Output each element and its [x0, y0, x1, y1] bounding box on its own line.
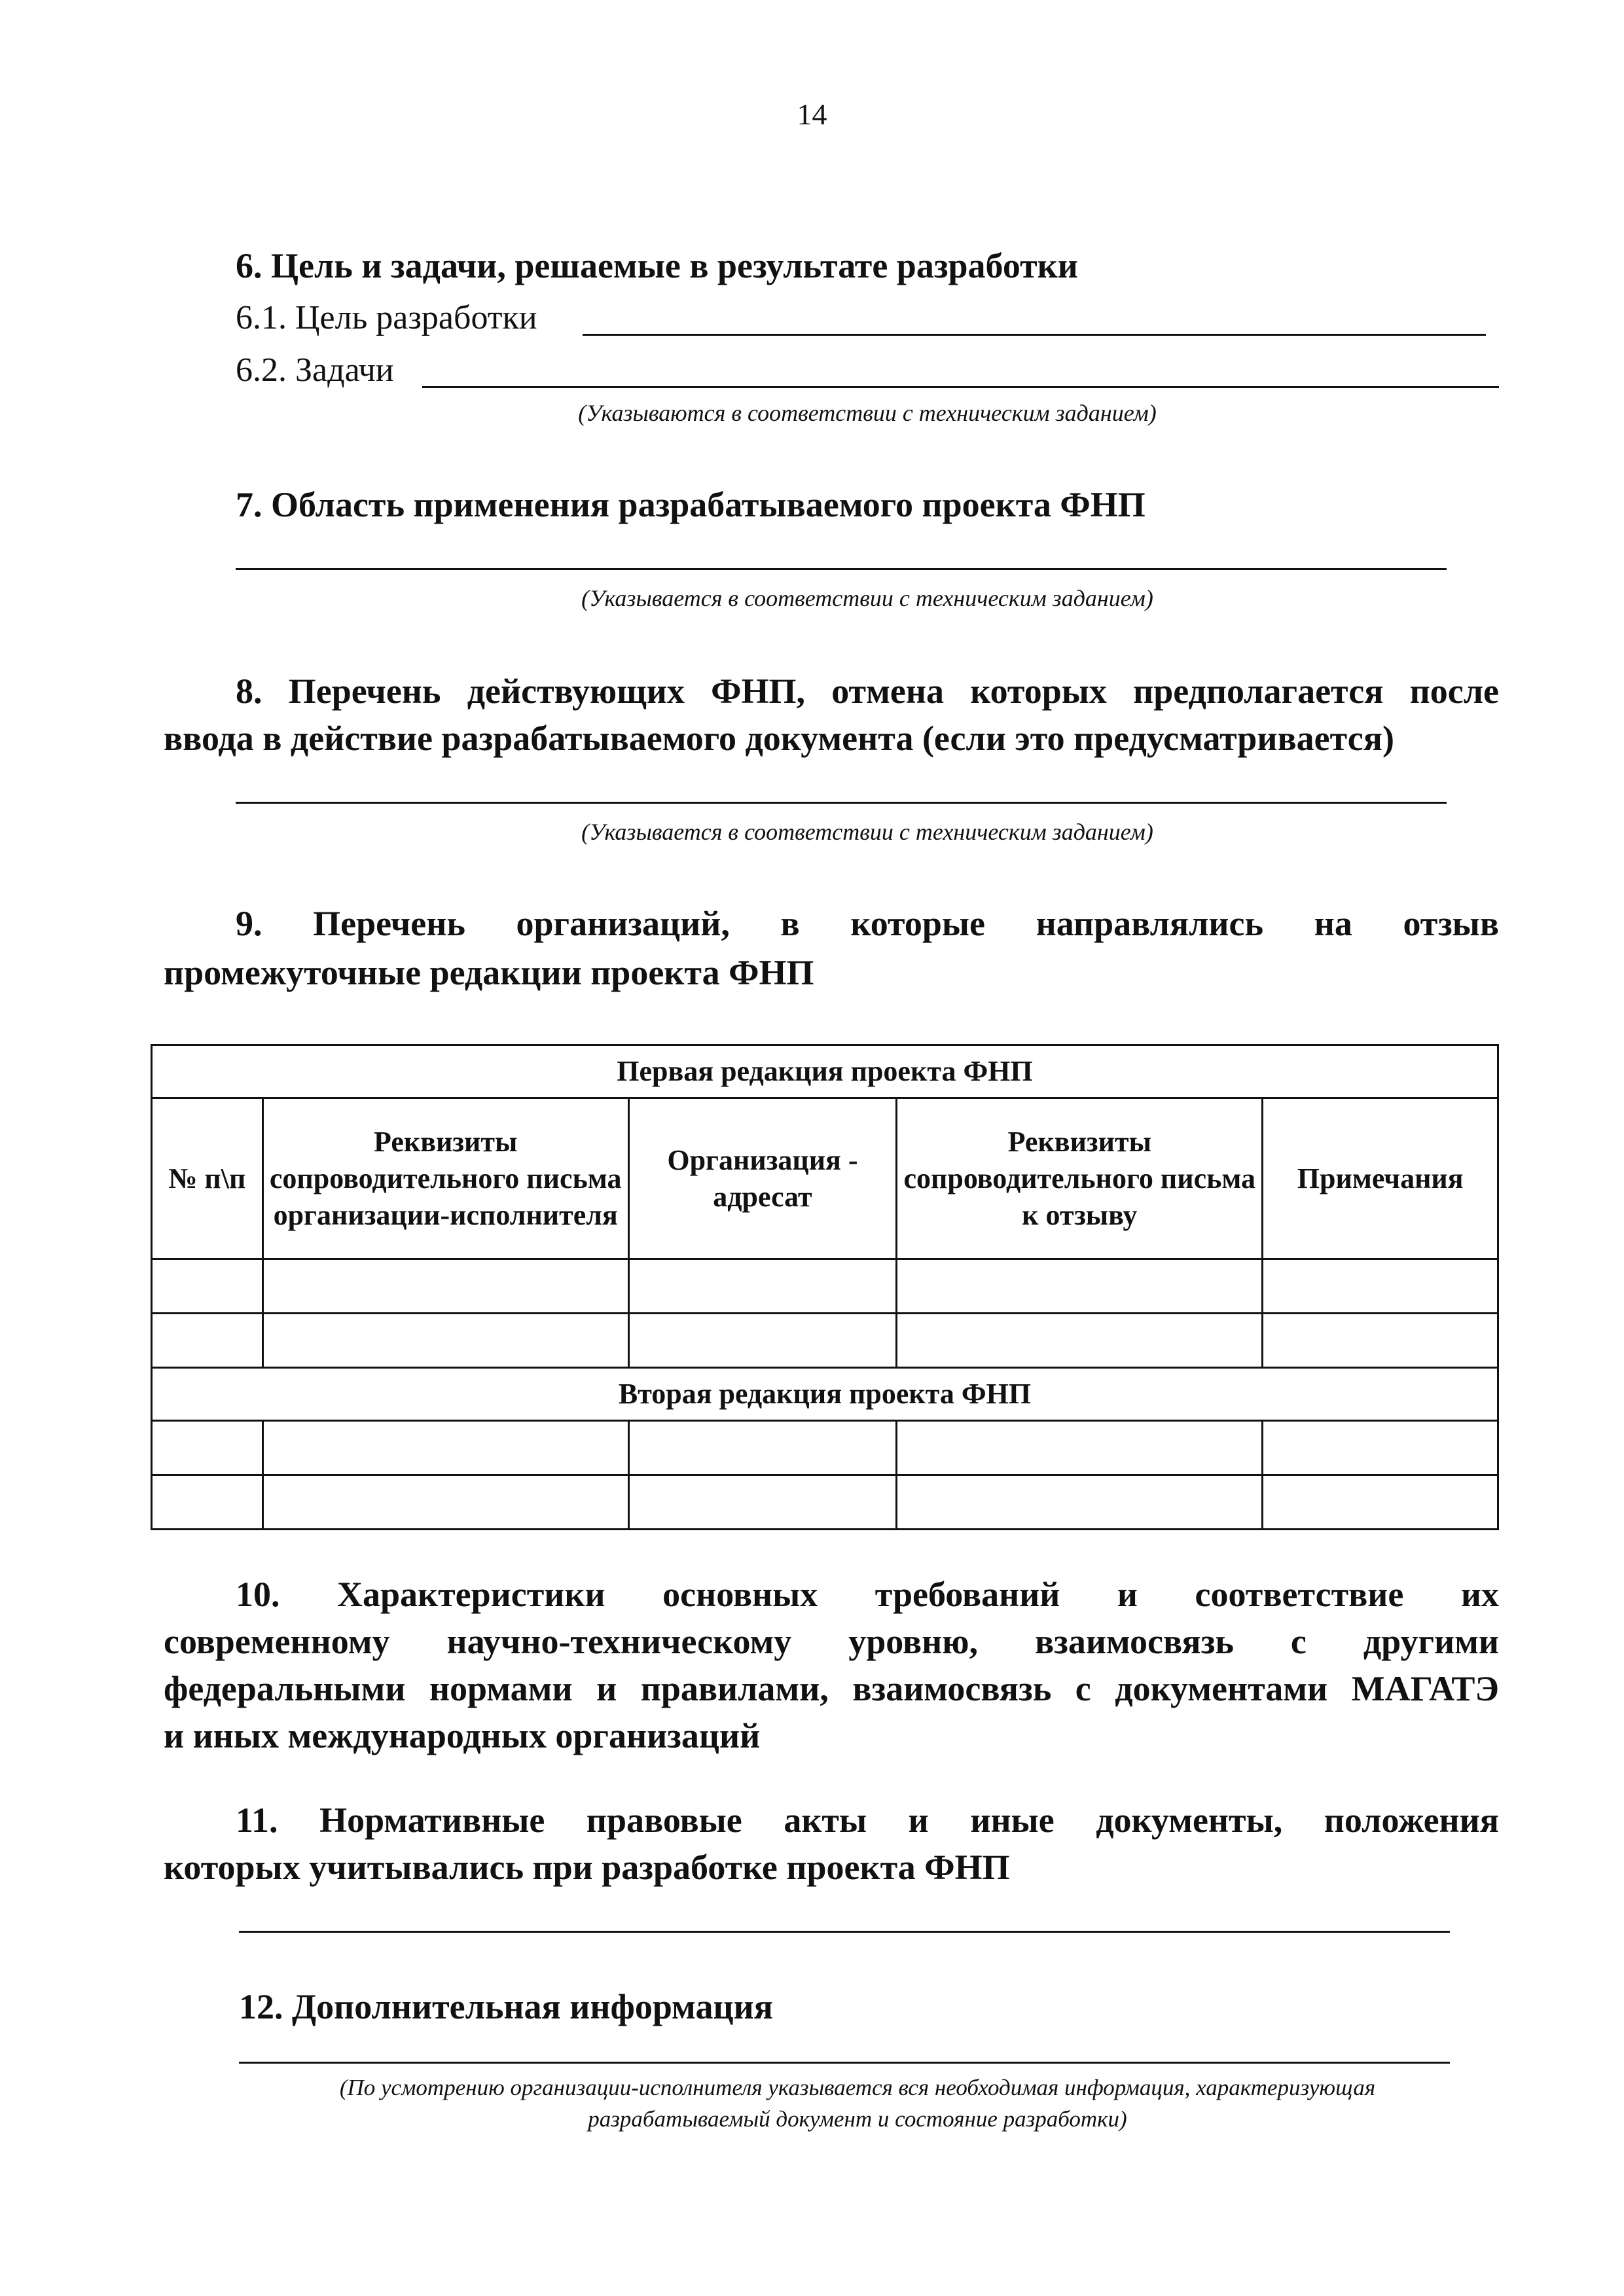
- goal-input-line[interactable]: [583, 334, 1486, 336]
- section-12-title: 12. Дополнительная информация: [239, 1987, 773, 2026]
- table-row: [152, 1314, 1498, 1368]
- col-review-header: Реквизиты сопроводительного письма к отзыву: [897, 1098, 1263, 1259]
- col-number-header: № п\п: [152, 1098, 263, 1259]
- section-12-hint-line-2: разрабатываемый документ и состояние разработки): [588, 2106, 1127, 2132]
- section-11-line-2: которых учитывались при разработке проекта ФНП: [164, 1848, 1010, 1887]
- first-edition-header: Первая редакция проекта ФНП: [152, 1045, 1498, 1098]
- page-number: 14: [797, 98, 827, 131]
- section-6-hint: (Указываются в соответствии с техническим заданием): [578, 400, 1157, 426]
- table-cell[interactable]: [1263, 1259, 1498, 1314]
- section-7-hint: (Указывается в соответствии с техническим заданием): [581, 585, 1153, 611]
- table-row: [152, 1259, 1498, 1314]
- editions-table: [151, 1044, 1499, 1530]
- table-cell[interactable]: [152, 1421, 263, 1475]
- table-cell[interactable]: [262, 1421, 628, 1475]
- goal-label: 6.1. Цель разработки: [236, 299, 537, 336]
- section-12-input-line[interactable]: [239, 2062, 1450, 2064]
- section-11-input-line[interactable]: [239, 1931, 1450, 1933]
- section-8-hint: (Указывается в соответствии с техническим заданием): [581, 819, 1153, 845]
- section-8-line-1: 8. Перечень действующих ФНП, отмена которых предполагается после: [236, 672, 1499, 711]
- section-12-hint-line-1: (По усмотрению организации-исполнителя указывается вся необходимая информация, характеризующая: [339, 2075, 1376, 2100]
- col-organization-header: Организация - адресат: [628, 1098, 896, 1259]
- section-10-line-3: федеральными нормами и правилами, взаимосвязь с документами МАГАТЭ: [164, 1669, 1499, 1708]
- table-cell[interactable]: [1263, 1475, 1498, 1530]
- table-cell[interactable]: [897, 1421, 1263, 1475]
- table-cell[interactable]: [628, 1475, 896, 1530]
- section-9-line-1: 9. Перечень организаций, в которые направлялись на отзыв: [236, 904, 1499, 943]
- col-sender-header: Реквизиты сопроводительного письма организации-исполнителя: [262, 1098, 628, 1259]
- section-7-title: 7. Область применения разрабатываемого проекта ФНП: [236, 485, 1146, 524]
- table-row: [152, 1421, 1498, 1475]
- table-cell[interactable]: [628, 1259, 896, 1314]
- table-cell[interactable]: [628, 1421, 896, 1475]
- table-cell[interactable]: [152, 1314, 263, 1368]
- table-cell[interactable]: [897, 1259, 1263, 1314]
- section-11-line-1: 11. Нормативные правовые акты и иные документы, положения: [236, 1801, 1499, 1840]
- table-cell[interactable]: [897, 1475, 1263, 1530]
- table-row: [152, 1475, 1498, 1530]
- table-cell[interactable]: [897, 1314, 1263, 1368]
- section-10-line-1: 10. Характеристики основных требований и соответствие их: [236, 1575, 1499, 1614]
- section-8-line-2: ввода в действие разрабатываемого документа (если это предусматривается): [164, 719, 1394, 758]
- table-cell[interactable]: [1263, 1314, 1498, 1368]
- col-notes-header: Примечания: [1263, 1098, 1498, 1259]
- section-10-line-2: современному научно-техническому уровню, взаимосвязь с другими: [164, 1622, 1499, 1661]
- table-cell[interactable]: [262, 1314, 628, 1368]
- section-10-line-4: и иных международных организаций: [164, 1716, 761, 1755]
- table-cell[interactable]: [262, 1475, 628, 1530]
- tasks-label: 6.2. Задачи: [236, 351, 394, 389]
- tasks-input-line[interactable]: [422, 386, 1499, 388]
- section-9-line-2: промежуточные редакции проекта ФНП: [164, 953, 814, 992]
- section-6-title: 6. Цель и задачи, решаемые в результате разработки: [236, 246, 1078, 285]
- table-cell[interactable]: [628, 1314, 896, 1368]
- second-edition-header: Вторая редакция проекта ФНП: [152, 1368, 1498, 1421]
- table-cell[interactable]: [152, 1259, 263, 1314]
- section-7-input-line[interactable]: [236, 568, 1447, 570]
- section-8-input-line[interactable]: [236, 802, 1447, 804]
- table-cell[interactable]: [152, 1475, 263, 1530]
- table-cell[interactable]: [1263, 1421, 1498, 1475]
- table-cell[interactable]: [262, 1259, 628, 1314]
